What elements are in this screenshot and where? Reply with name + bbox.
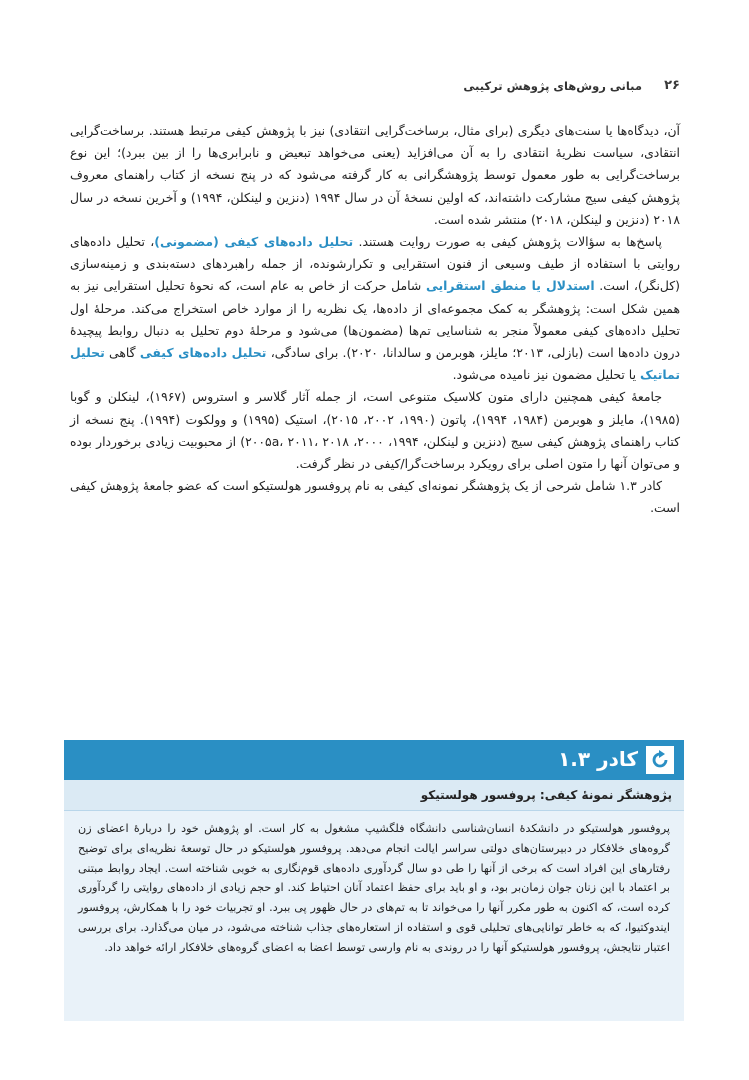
term-qualitative-analysis: تحلیل داده‌های کیفی (مضمونی)	[154, 234, 354, 250]
box-1-3	[64, 740, 684, 1020]
paragraph-2-part-c: شامل حرکت از خاص به عام است، که نحوهٔ تحلیل استقرایی نیز به همین شکل است: پژوهشگر به کمک مجموعه‌ای از داده‌ها، یک نظریه را از موارد خاص استخراج می‌کند. مرحلهٔ اول تحلیل داده‌های کیفی معمولاً منجر به شناسایی تم‌ها (مضمون‌ها) می‌شود و مرحلهٔ دوم تحلیل به دنبال روابط پیچیدهٔ درون داده‌ها است (بازلی، ۲۰۱۳؛ مایلز، هوبرمن و سالدانا، ۲۰۲۰). برای سادگی،	[70, 278, 681, 361]
paragraph-2-part-d: گاهی	[104, 345, 140, 361]
paragraph-2	[70, 231, 680, 386]
box-subtitle: پژوهشگر نمونهٔ کیفی: پروفسور هولستیکو	[64, 780, 684, 811]
box-body: پروفسور هولستیکو در دانشکدهٔ انسان‌شناسی دانشگاه فلگشیپ مشغول به کار است. او پژوهش خود را دربارهٔ اعضای زن گروه‌های خلافکار در دبیرستان‌های دولتی سراسر ایالت انجام می‌دهد. پروفسور هولستیکو در حال توسعهٔ نظریه‌ای برای توضیح رفتارهای این افراد است که برخی از آنها را طی دو سال گردآوری داده‌های قوم‌نگاری به خوبی شناخته است. ایجاد روابط مبتنی بر اعتماد با این زنان جوان زمان‌بر بود، و او باید برای حفظ اعتماد آنان احتیاط کند. او حجم زیادی از داده‌های روایتی را گردآوری کرده است، که اکنون به طور مکرر آنها را می‌خواند تا به تم‌های در حال ظهور پی ببرد. او تجربیات خود را با همکارش، پروفسور ایندوکتیوا، که به خاطر توانایی‌های تحلیلی قوی و استفاده از استعاره‌های جذاب شناخته می‌شود، در میان می‌گذارد. برای بررسی اعتبار نتایجش، پروفسور هولستیکو آنها را در روندی به نام وارسی توسط اعضا به اعضای گروه‌های خلافکار ارائه خواهد داد.	[64, 811, 684, 1021]
term-qualitative-data-analysis: تحلیل داده‌های کیفی	[139, 345, 267, 361]
refresh-icon	[646, 746, 674, 774]
paragraph-2-part-b: ، تحلیل داده‌های روایتی با استفاده از طیف وسیعی از فنون استقرایی و تکرارشونده، از جمله راهبردهای دسته‌بندی و زمینه‌سازی (کل‌نگر)، است.	[70, 234, 681, 294]
page-number: ۲۶	[664, 78, 680, 93]
paragraph-3: جامعهٔ کیفی همچنین دارای متون کلاسیک متنوعی است، از جمله آثار گلاسر و استروس (۱۹۶۷)، لینکلن و گوبا (۱۹۸۵)، مایلز و هوبرمن (۱۹۸۴، ۱۹۹۴)، پاتون (۱۹۹۰، ۲۰۰۲، ۲۰۱۵)، استیک (۱۹۹۵) و وولکوت (۱۹۹۴). پنج نسخه از کتاب راهنمای پژوهش کیفی سیج (دنزین و لینکلن، ۱۹۹۴، ۲۰۰۰، ۲۰۰۵a، ۲۰۱۱، ۲۰۱۸) از محبوبیت زیادی برخوردار بوده و می‌توان آنها را متون اصلی برای رویکرد برساخت‌گرا/کیفی در نظر گرفت.	[70, 389, 680, 472]
body-text	[70, 120, 680, 520]
paragraph-2-part-a: پاسخ‌ها به سؤالات پژوهش کیفی به صورت روایت هستند.	[353, 234, 663, 250]
box-title: کادر ۱.۳	[558, 747, 638, 771]
box-header	[64, 740, 684, 780]
page-header	[70, 78, 680, 100]
term-thematic-analysis: تحلیل تماتیک	[70, 345, 680, 383]
paragraph-2-part-e: یا تحلیل مضمون نیز نامیده می‌شود.	[452, 367, 640, 383]
paragraph-4: کادر ۱.۳ شامل شرحی از یک پژوهشگر نمونه‌ای کیفی به نام پروفسور هولستیکو است که عضو جامعهٔ پژوهش کیفی است.	[70, 478, 680, 516]
paragraph-1: آن، دیدگاه‌ها یا سنت‌های دیگری (برای مثال، برساخت‌گرایی انتقادی) نیز با پژوهش کیفی مرتبط هستند. برساخت‌گرایی انتقادی، سیاست نظریهٔ انتقادی را به آن می‌افزاید (یعنی می‌خواهد تبعیض و نابرابری‌ها را از بین ببرد)؛ این نوع برساخت‌گرایی به طور معمول توسط پژوهشگرانی به کار گرفته می‌شود که در پنج نسخه از کتاب راهنمای معروف پژوهش کیفی سیج مشارکت داشته‌اند، که اولین نسخهٔ آن در سال ۱۹۹۴ (دنزین و لینکلن، ۱۹۹۴) و آخرین نسخه در سال ۲۰۱۸ (دنزین و لینکلن، ۲۰۱۸) منتشر شده است.	[70, 123, 681, 227]
book-title: مبانی روش‌های پژوهش ترکیبی	[463, 79, 642, 93]
term-inductive-reasoning: استدلال یا منطق استقرایی	[425, 278, 595, 294]
